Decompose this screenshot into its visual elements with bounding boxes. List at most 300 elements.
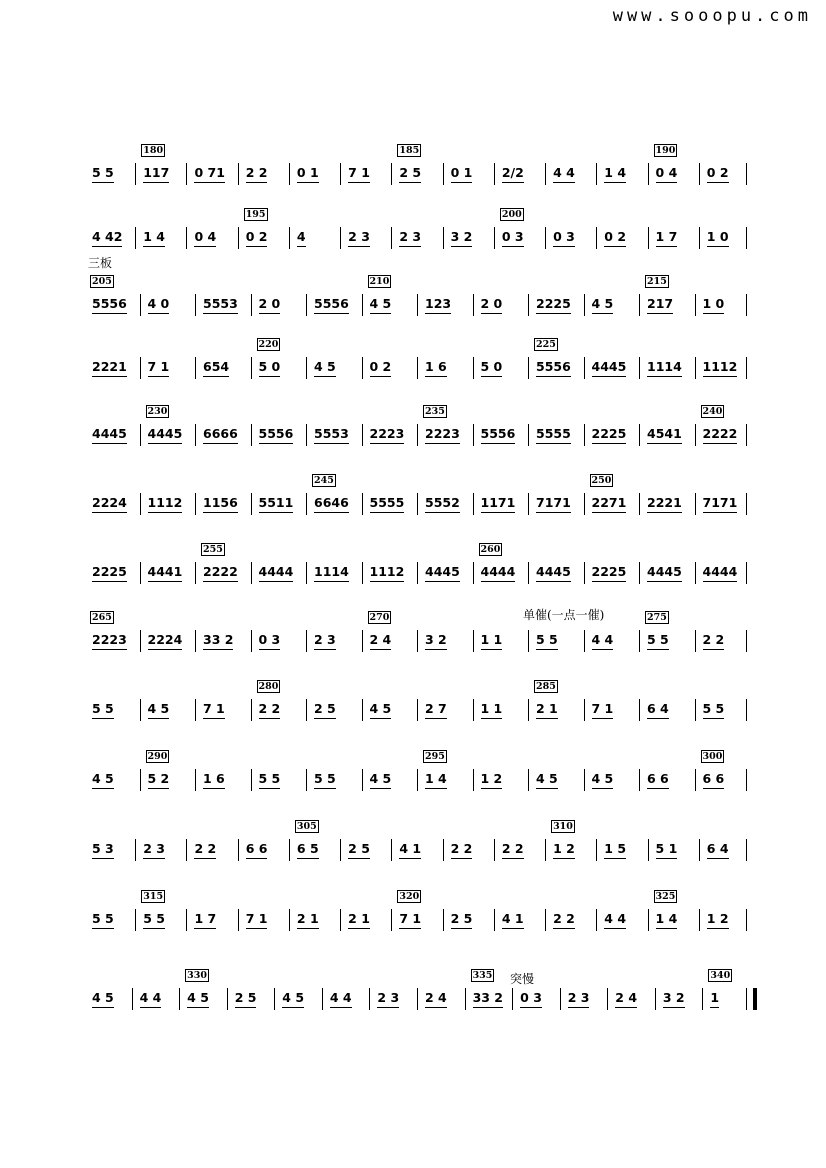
final-barline [746, 988, 757, 1010]
measure-notes: 117 [143, 165, 169, 183]
barline [473, 562, 474, 584]
barline [528, 769, 529, 791]
measure-notes: 123 [425, 296, 451, 314]
barline [473, 294, 474, 316]
barline [362, 357, 363, 379]
measure-number: 300 [702, 751, 723, 762]
sudden-slow-annotation: 突慢 [510, 972, 535, 986]
barline [132, 988, 133, 1010]
measure-number: 325 [655, 891, 676, 902]
barline [195, 294, 196, 316]
measure-notes: 1 2 [707, 911, 729, 929]
barline [473, 424, 474, 446]
measure-notes: 2/2 [502, 165, 524, 183]
measure-notes: 0 3 [553, 229, 575, 247]
measure-notes: 2222 [703, 426, 738, 444]
measure-number: 180 [143, 145, 164, 156]
barline [195, 699, 196, 721]
barline [417, 630, 418, 652]
measure-notes: 0 3 [520, 990, 542, 1008]
barline [639, 493, 640, 515]
measure-notes: 1114 [314, 564, 349, 582]
barline [528, 493, 529, 515]
barline [596, 909, 597, 931]
measure-notes: 1 0 [703, 296, 725, 314]
measure-notes: 4 5 [536, 771, 558, 789]
notation-line [88, 475, 754, 518]
measure-notes: 2224 [92, 495, 127, 513]
barline [391, 227, 392, 249]
barline [135, 909, 136, 931]
measure-notes: 2 2 [502, 841, 524, 859]
measure-notes: 7 1 [348, 165, 370, 183]
barline [655, 988, 656, 1010]
measure-notes: 5 5 [536, 632, 558, 650]
measure-notes: 2 7 [425, 701, 447, 719]
barline [140, 294, 141, 316]
measure-notes: 217 [647, 296, 673, 314]
measure-notes: 2 5 [451, 911, 473, 929]
barline [443, 227, 444, 249]
barline [251, 562, 252, 584]
measure-notes: 5 3 [92, 841, 114, 859]
measure-notes: 5552 [425, 495, 460, 513]
measure-notes: 5 5 [314, 771, 336, 789]
measure-number: 335 [472, 970, 493, 981]
measure-notes: 5 5 [703, 701, 725, 719]
measure-notes: 4 4 [330, 990, 352, 1008]
barline [746, 163, 747, 185]
measure-notes: 4444 [703, 564, 738, 582]
barline [545, 163, 546, 185]
measure-notes: 4 5 [92, 990, 114, 1008]
barline [648, 227, 649, 249]
barline [417, 988, 418, 1010]
barline [362, 769, 363, 791]
measure-notes: 4 1 [399, 841, 421, 859]
measure-notes: 5 5 [647, 632, 669, 650]
measure-notes: 2 1 [536, 701, 558, 719]
barline [746, 424, 747, 446]
barline [195, 424, 196, 446]
barline [251, 493, 252, 515]
measure-number: 305 [296, 821, 317, 832]
measure-notes: 5553 [203, 296, 238, 314]
barline [639, 424, 640, 446]
measure-notes: 4 4 [140, 990, 162, 1008]
barline [251, 630, 252, 652]
measure-notes: 4 0 [148, 296, 170, 314]
barline [195, 493, 196, 515]
barline [289, 227, 290, 249]
measure-notes: 1 1 [481, 701, 503, 719]
barline [362, 493, 363, 515]
measure-notes: 1 4 [656, 911, 678, 929]
notation-line [88, 891, 754, 934]
barline [584, 630, 585, 652]
barline [417, 562, 418, 584]
measure-notes: 6646 [314, 495, 349, 513]
measure-notes: 2 5 [399, 165, 421, 183]
measure-notes: 6 4 [647, 701, 669, 719]
measure-notes: 4541 [647, 426, 682, 444]
measure-notes: 7 1 [148, 359, 170, 377]
measure-notes: 5556 [314, 296, 349, 314]
measure-notes: 4 4 [592, 632, 614, 650]
measure-notes: 6 6 [703, 771, 725, 789]
barline [340, 163, 341, 185]
barline [473, 630, 474, 652]
measure-notes: 1 5 [604, 841, 626, 859]
measure-notes: 7 1 [246, 911, 268, 929]
measure-notes: 5556 [536, 359, 571, 377]
barline [443, 163, 444, 185]
barline [528, 562, 529, 584]
measure-number: 285 [536, 681, 556, 692]
barline [179, 988, 180, 1010]
barline [289, 163, 290, 185]
barline [746, 562, 747, 584]
barline [584, 424, 585, 446]
measure-number: 310 [553, 821, 573, 832]
measure-notes: 2225 [592, 564, 627, 582]
measure-number: 330 [187, 970, 207, 981]
measure-notes: 4445 [647, 564, 682, 582]
measure-notes: 2 3 [568, 990, 590, 1008]
barline [746, 630, 747, 652]
notation-line [88, 406, 754, 449]
barline [560, 988, 561, 1010]
barline [695, 699, 696, 721]
measure-notes: 2 4 [615, 990, 637, 1008]
measure-notes: 5556 [92, 296, 127, 314]
barline [699, 839, 700, 861]
measure-notes: 4 1 [502, 911, 524, 929]
measure-number: 270 [369, 612, 390, 623]
barline [417, 769, 418, 791]
measure-notes: 2224 [148, 632, 183, 650]
barline [639, 699, 640, 721]
barline [340, 909, 341, 931]
barline [391, 163, 392, 185]
measure-number: 250 [591, 475, 612, 486]
measure-notes: 0 2 [604, 229, 626, 247]
barline [362, 562, 363, 584]
measure-notes: 4 5 [282, 990, 304, 1008]
barline [596, 227, 597, 249]
measure-notes: 4 42 [92, 229, 122, 247]
measure-number: 190 [655, 145, 676, 156]
measure-notes: 2 5 [314, 701, 336, 719]
barline [746, 699, 747, 721]
barline [473, 493, 474, 515]
measure-notes: 1156 [203, 495, 238, 513]
measure-number: 205 [92, 276, 112, 287]
barline [746, 769, 747, 791]
measure-number: 275 [647, 612, 667, 623]
measure-notes: 2223 [92, 632, 127, 650]
measure-notes: 33 2 [203, 632, 233, 650]
measure-notes: 5 2 [148, 771, 170, 789]
measure-notes: 2225 [92, 564, 127, 582]
barline [528, 294, 529, 316]
measure-notes: 5511 [259, 495, 294, 513]
barline [186, 909, 187, 931]
barline [251, 357, 252, 379]
barline [238, 839, 239, 861]
notation-line [88, 339, 754, 382]
barline [186, 163, 187, 185]
barline [695, 493, 696, 515]
barline [195, 769, 196, 791]
measure-number: 240 [702, 406, 723, 417]
measure-notes: 6 6 [246, 841, 268, 859]
measure-notes: 2221 [647, 495, 682, 513]
measure-notes: 5553 [314, 426, 349, 444]
barline [251, 424, 252, 446]
measure-notes: 0 1 [297, 165, 319, 183]
measure-notes: 4 5 [592, 296, 614, 314]
measure-notes: 1 4 [604, 165, 626, 183]
notation-line [88, 751, 754, 794]
measure-notes: 2 3 [143, 841, 165, 859]
measure-notes: 2 3 [314, 632, 336, 650]
measure-notes: 0 3 [259, 632, 281, 650]
measure-notes: 2222 [203, 564, 238, 582]
measure-notes: 4 5 [92, 771, 114, 789]
measure-notes: 1 0 [707, 229, 729, 247]
measure-notes: 2 1 [297, 911, 319, 929]
barline [417, 424, 418, 446]
measure-notes: 0 2 [707, 165, 729, 183]
measure-notes: 2 5 [235, 990, 257, 1008]
barline [195, 630, 196, 652]
measure-number: 200 [501, 209, 522, 220]
measure-notes: 4444 [259, 564, 294, 582]
barline [494, 227, 495, 249]
barline [362, 630, 363, 652]
measure-number: 280 [258, 681, 279, 692]
barline [639, 562, 640, 584]
measure-notes: 4 5 [370, 701, 392, 719]
barline [306, 493, 307, 515]
measure-notes: 1112 [703, 359, 738, 377]
barline [746, 294, 747, 316]
barline [695, 294, 696, 316]
measure-number: 235 [425, 406, 445, 417]
measure-notes: 4 4 [553, 165, 575, 183]
barline [596, 839, 597, 861]
measure-notes: 1 4 [143, 229, 165, 247]
barline [140, 357, 141, 379]
measure-number: 260 [480, 544, 501, 555]
barline [494, 163, 495, 185]
measure-notes: 7 1 [399, 911, 421, 929]
barline [274, 988, 275, 1010]
barline [695, 630, 696, 652]
measure-notes: 4441 [148, 564, 183, 582]
measure-notes: 0 4 [656, 165, 678, 183]
barline [306, 699, 307, 721]
measure-number: 290 [147, 751, 168, 762]
barline [584, 357, 585, 379]
measure-notes: 33 2 [473, 990, 503, 1008]
barline [528, 424, 529, 446]
measure-notes: 4445 [536, 564, 571, 582]
measure-notes: 5555 [536, 426, 571, 444]
barline [746, 909, 747, 931]
barline [362, 699, 363, 721]
barline [545, 227, 546, 249]
measure-notes: 2 5 [348, 841, 370, 859]
barline [140, 562, 141, 584]
measure-notes: 2223 [425, 426, 460, 444]
barline [695, 562, 696, 584]
measure-notes: 2 2 [451, 841, 473, 859]
barline [417, 294, 418, 316]
measure-number: 315 [143, 891, 164, 902]
barline [195, 357, 196, 379]
barline [251, 769, 252, 791]
measure-number: 320 [399, 891, 420, 902]
measure-notes: 5 1 [656, 841, 678, 859]
barline [528, 699, 529, 721]
barline [417, 357, 418, 379]
measure-notes: 6 5 [297, 841, 319, 859]
measure-notes: 2 2 [194, 841, 216, 859]
measure-number: 215 [647, 276, 667, 287]
measure-number: 230 [147, 406, 168, 417]
barline [648, 163, 649, 185]
barline [584, 294, 585, 316]
measure-notes: 6 6 [647, 771, 669, 789]
measure-notes: 1 2 [481, 771, 503, 789]
barline [391, 839, 392, 861]
barline [584, 699, 585, 721]
barline [391, 909, 392, 931]
barline [607, 988, 608, 1010]
measure-notes: 1 6 [203, 771, 225, 789]
barline [746, 839, 747, 861]
barline [494, 839, 495, 861]
measure-notes: 3 2 [663, 990, 685, 1008]
barline [699, 163, 700, 185]
barline [528, 357, 529, 379]
measure-number: 255 [203, 544, 223, 555]
measure-notes: 2221 [92, 359, 127, 377]
measure-number: 185 [399, 145, 420, 156]
barline [186, 839, 187, 861]
measure-number: 225 [536, 339, 556, 350]
measure-notes: 5 0 [481, 359, 503, 377]
measure-notes: 5 5 [143, 911, 165, 929]
watermark: www.sooopu.com [612, 6, 812, 26]
barline [306, 630, 307, 652]
barline [369, 988, 370, 1010]
barline [140, 630, 141, 652]
measure-number: 340 [710, 970, 731, 981]
measure-notes: 5556 [259, 426, 294, 444]
measure-notes: 4 5 [370, 296, 392, 314]
measure-notes: 2225 [592, 426, 627, 444]
measure-notes: 2 2 [259, 701, 281, 719]
measure-notes: 4445 [148, 426, 183, 444]
barline [648, 909, 649, 931]
barline [545, 909, 546, 931]
barline [362, 424, 363, 446]
measure-notes: 2 0 [481, 296, 503, 314]
barline [746, 493, 747, 515]
measure-notes: 2 3 [399, 229, 421, 247]
barline [306, 562, 307, 584]
measure-notes: 7 1 [592, 701, 614, 719]
measure-notes: 5 5 [92, 911, 114, 929]
barline [443, 909, 444, 931]
barline [699, 909, 700, 931]
measure-number: 265 [92, 612, 112, 623]
barline [584, 562, 585, 584]
barline [251, 699, 252, 721]
measure-notes: 2271 [592, 495, 627, 513]
barline [340, 839, 341, 861]
barline [695, 424, 696, 446]
single-beat-annotation: 单催(一点一催) [523, 608, 605, 622]
barline [417, 493, 418, 515]
measure-notes: 4 4 [604, 911, 626, 929]
barline [306, 294, 307, 316]
barline [306, 769, 307, 791]
barline [362, 294, 363, 316]
barline [702, 988, 703, 1010]
measure-notes: 3 2 [425, 632, 447, 650]
barline [545, 839, 546, 861]
barline [443, 839, 444, 861]
barline [639, 357, 640, 379]
measure-notes: 7171 [536, 495, 571, 513]
measure-number: 210 [369, 276, 390, 287]
barline [473, 357, 474, 379]
barline [746, 357, 747, 379]
measure-notes: 4 5 [148, 701, 170, 719]
measure-notes: 654 [203, 359, 229, 377]
barline [465, 988, 466, 1010]
barline [227, 988, 228, 1010]
measure-notes: 2225 [536, 296, 571, 314]
measure-notes: 5556 [481, 426, 516, 444]
notation-line [88, 276, 754, 319]
barline [140, 493, 141, 515]
measure-notes: 2 2 [553, 911, 575, 929]
measure-notes: 1 [710, 990, 719, 1008]
measure-notes: 1 4 [425, 771, 447, 789]
measure-notes: 5 5 [92, 165, 114, 183]
measure-notes: 0 1 [451, 165, 473, 183]
measure-notes: 7 1 [203, 701, 225, 719]
measure-notes: 4444 [481, 564, 516, 582]
barline [135, 839, 136, 861]
barline [746, 227, 747, 249]
barline [135, 227, 136, 249]
measure-notes: 0 3 [502, 229, 524, 247]
measure-notes: 2 2 [703, 632, 725, 650]
measure-notes: 1112 [148, 495, 183, 513]
barline [238, 163, 239, 185]
barline [695, 357, 696, 379]
measure-notes: 1 6 [425, 359, 447, 377]
barline [306, 424, 307, 446]
barline [584, 493, 585, 515]
measure-notes: 0 4 [194, 229, 216, 247]
